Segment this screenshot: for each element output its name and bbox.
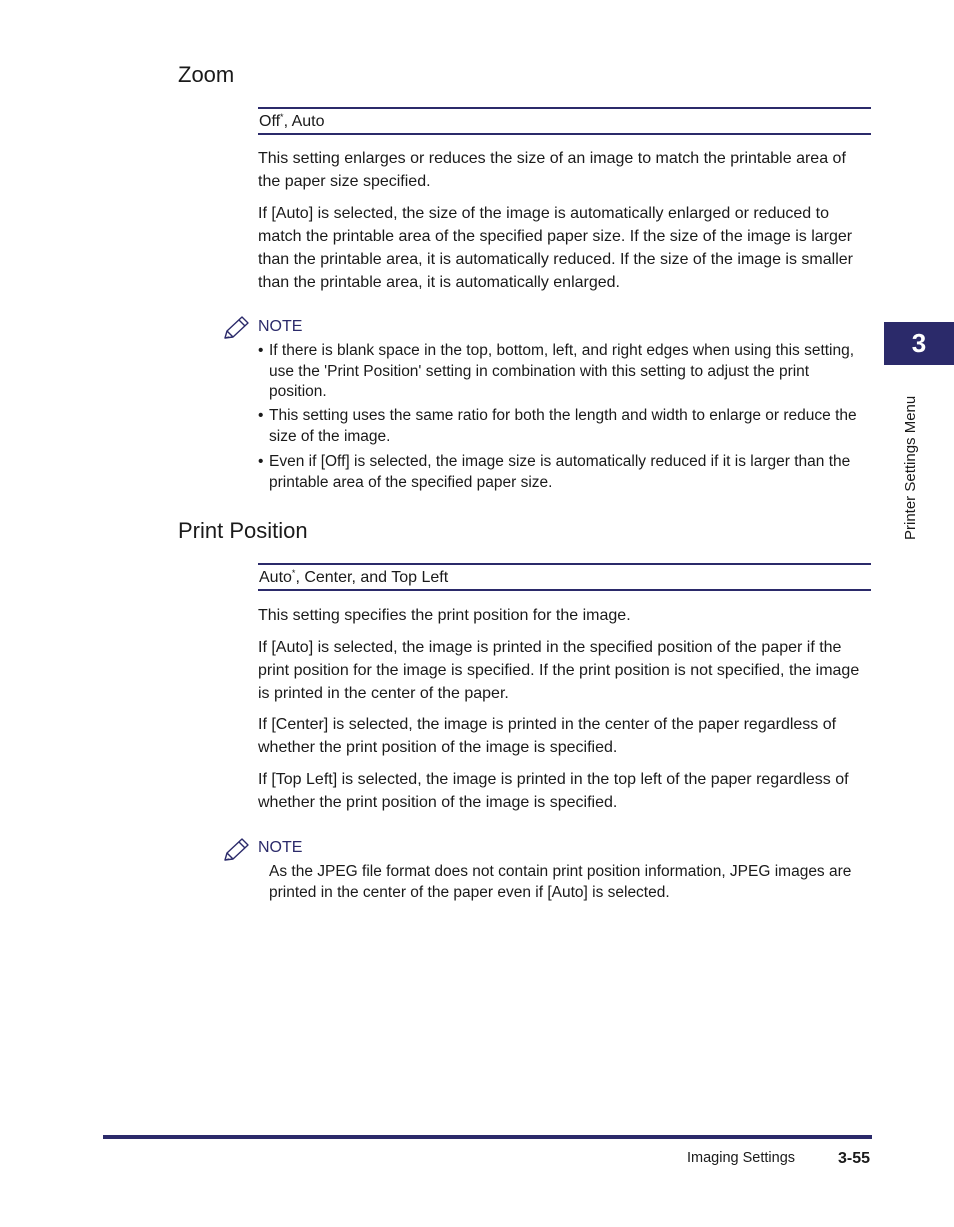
footer-section-name: Imaging Settings: [687, 1150, 796, 1166]
zoom-auto-description: If [Auto] is selected, the size of the image is automatically enlarged or reduced to match the printable area of the specified paper size. If the size of the image is larger than the printable area, it is automatically reduced. If the size of the image is smaller than the printable area, it is automatically enlarged.: [258, 205, 853, 291]
chapter-tab: 3: [884, 322, 954, 365]
print-position-options: [258, 563, 871, 591]
print-position-description: This setting specifies the print position for the image.: [258, 607, 631, 624]
zoom-options: [258, 107, 871, 135]
print-position-note-title: NOTE: [258, 839, 303, 856]
bullet-dot: •: [258, 407, 264, 424]
zoom-note-text: This setting uses the same ratio for both the length and width to enlarge or reduce the size of the image.: [269, 407, 857, 445]
footer-page-number: 3-55: [838, 1150, 871, 1167]
print-position-options-rest: , Center, and Top Left: [295, 569, 449, 586]
zoom-note-item: [258, 341, 871, 403]
zoom-description: This setting enlarges or reduces the size of an image to match the printable area of the paper size specified.: [258, 150, 846, 190]
print-position-note-text: As the JPEG file format does not contain print position information, JPEG images are printed in the center of the paper even if [Auto] is selected.: [269, 863, 852, 901]
default-marker: *: [280, 112, 284, 122]
print-position-options-default: Auto: [259, 569, 292, 586]
zoom-options-default: Off: [259, 113, 281, 130]
bullet-dot: •: [258, 453, 264, 470]
bullet-dot: •: [258, 342, 264, 359]
zoom-options-rest: , Auto: [283, 113, 325, 130]
zoom-note-text: Even if [Off] is selected, the image size is automatically reduced if it is larger than the printable area of the specified paper size.: [269, 453, 851, 491]
chapter-side-label-text: Printer Settings Menu: [902, 395, 919, 540]
section-heading-print-position: Print Position: [178, 518, 308, 543]
pencil-icon: [222, 315, 250, 341]
print-position-auto-description: If [Auto] is selected, the image is printed in the specified position of the paper if the print position for the image is specified. If the print position is not specified, the image is printed in the center of the paper.: [258, 639, 860, 702]
print-position-top-left-description: If [Top Left] is selected, the image is printed in the top left of the paper regardless of whether the print position of the image is specified.: [258, 771, 849, 811]
default-marker: *: [291, 568, 296, 578]
chapter-side-label: [901, 370, 923, 540]
section-heading-zoom: Zoom: [178, 62, 235, 87]
pencil-icon: [222, 837, 250, 863]
zoom-note-text: If there is blank space in the top, bottom, left, and right edges when using this setting, use the 'Print Position' setting in combination with this setting to adjust the print position.: [269, 342, 855, 400]
footer-rule: [103, 1135, 872, 1139]
print-position-center-description: If [Center] is selected, the image is printed in the center of the paper regardless of whether the print position of the image is specified.: [258, 716, 837, 756]
zoom-note-item: [258, 452, 871, 493]
zoom-note-title: NOTE: [258, 318, 303, 335]
zoom-note-item: [258, 406, 871, 447]
